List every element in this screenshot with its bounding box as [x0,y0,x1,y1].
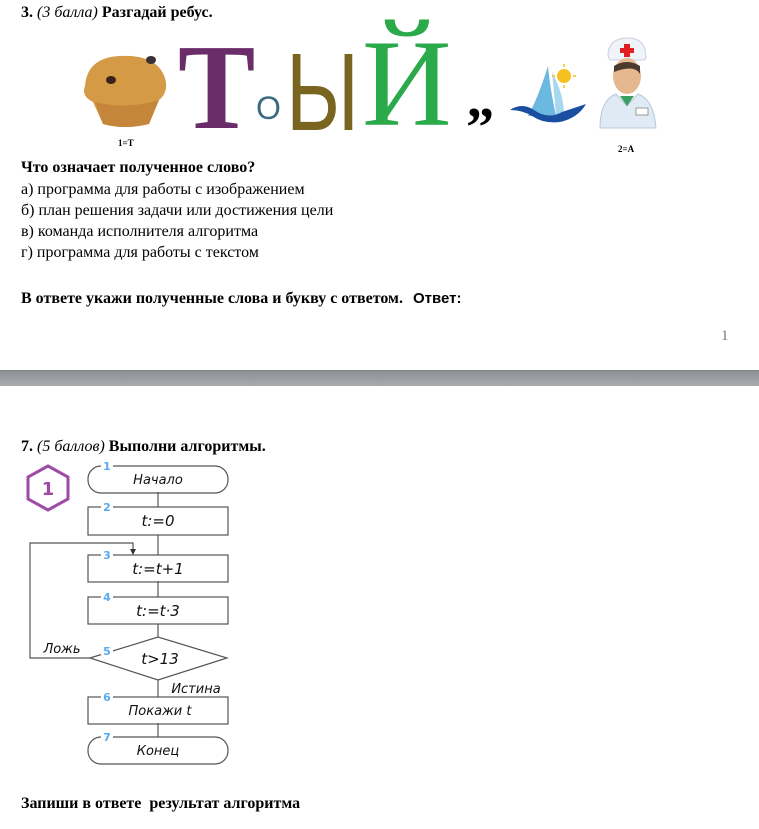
option-a: а) программа для работы с изображением [21,181,305,198]
instruction-text: В ответе укажи полученные слова и букву с ответом. [21,290,403,307]
flowchart [0,455,260,775]
block-2-text: t:=0 [141,512,175,530]
rebus-caption-1: 1=Т [118,138,134,148]
answer-instruction [21,288,461,309]
block-start-text: Начало [133,473,183,488]
block-3-text: t:=t+1 [132,560,184,578]
svg-text:4: 4 [103,591,111,604]
question-points: (3 балла) [37,4,98,21]
rebus-letter-o: О [256,90,281,126]
hexagon-badge [28,466,68,510]
block-4-text: t:=t·3 [136,602,180,620]
muffin-image [79,48,171,128]
rebus-letter-y: Ы [286,31,360,154]
question-number: 3. [21,4,33,21]
sailboat-image [508,58,590,128]
false-label: Ложь [43,642,81,657]
page-separator [0,370,759,386]
svg-text:3: 3 [103,549,111,562]
rebus-letter-i: Й [362,15,452,152]
answer-label: Ответ: [412,290,462,307]
final-instruction: Запиши в ответе результат алгоритма [21,795,301,812]
rebus-comma: ” [466,97,494,159]
nurse-image [594,36,664,132]
block-end-text: Конец [136,744,180,759]
svg-text:1: 1 [103,460,111,473]
svg-text:2: 2 [103,501,111,514]
decision-text: t>13 [141,650,179,668]
arrow-icon [130,549,136,555]
block-6-text: Покажи t [128,704,192,719]
question-points: (5 баллов) [37,438,105,455]
page-number: 1 [721,328,729,344]
rebus-caption-2: 2=А [618,144,635,154]
option-v: в) команда исполнителя алгоритма [21,223,259,240]
true-label: Истина [171,682,221,697]
question-title: Выполни алгоритмы. [108,438,266,455]
option-g: г) программа для работы с текстом [21,244,259,261]
svg-text:7: 7 [103,731,111,744]
question-title: Разгадай ребус. [101,4,213,21]
svg-text:5: 5 [103,645,111,658]
question-7-heading [21,436,266,457]
question-text: Что означает полученное слово? [21,159,256,176]
svg-text:1: 1 [41,479,55,500]
option-b: б) план решения задачи или достижения цели [21,202,334,219]
rebus-letter-t: Т [178,20,256,155]
question-number: 7. [21,438,33,455]
svg-text:6: 6 [103,691,111,704]
